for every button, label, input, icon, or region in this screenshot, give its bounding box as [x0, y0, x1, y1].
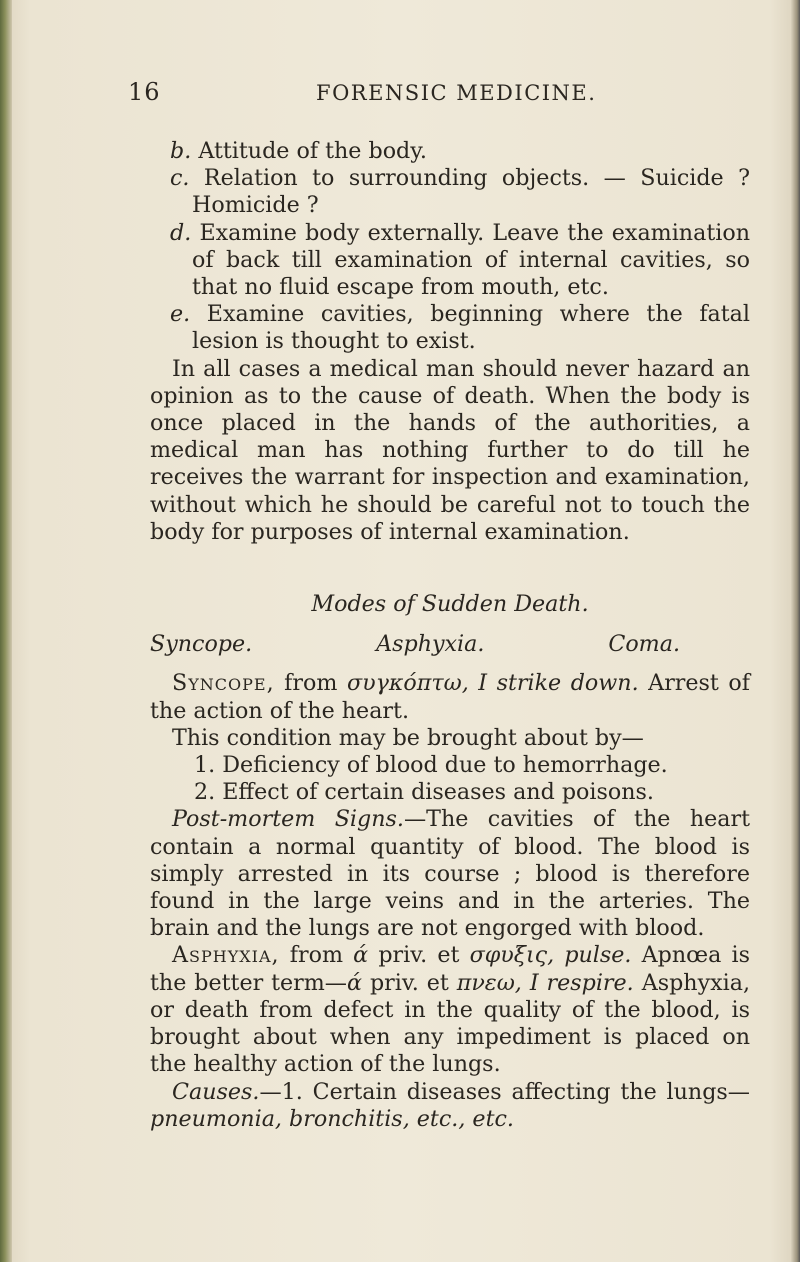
mode-coma: Coma.	[608, 631, 680, 658]
term-syncope: Syncope,	[172, 670, 275, 697]
greek-word: ά	[347, 969, 362, 996]
gloss: I respire.	[529, 969, 634, 996]
paragraph: In all cases a medical man should never hazard an opinion as to the cause of death. When the body is once placed in the hands of the authorities, a medical man has nothing further to do till he receives the warrant for inspection and examination, without which he should be careful not to touch the body for purposes of internal examination.	[150, 355, 750, 545]
mode-asphyxia: Asphyxia.	[376, 631, 485, 658]
word: priv. et	[378, 942, 460, 969]
causes-tail: pneumonia, bronchitis, etc., etc.	[150, 1105, 514, 1132]
list-item-text: Examine cavities, beginning where the fatal lesion is thought to exist.	[192, 301, 751, 355]
greek-word: συγκόπτω,	[346, 670, 469, 697]
syncope-paragraph	[150, 670, 750, 724]
list-item-label: d.	[170, 219, 192, 246]
definition: Arrest of the action of the heart.	[150, 670, 750, 724]
definition: Asphyxia, or death from defect in the quality of the blood, is brought about when any impediment is placed on the healthy action of the lungs.	[150, 969, 751, 1078]
causes-paragraph	[150, 1079, 750, 1133]
cause-item: 1. Deficiency of blood due to hemorrhage.	[194, 752, 668, 779]
gloss: pulse.	[564, 942, 632, 969]
term-asphyxia: Asphyxia,	[172, 942, 280, 969]
word: from	[284, 670, 338, 697]
word: from	[289, 942, 343, 969]
page-number: 16	[128, 78, 161, 106]
text: Apnœa is the better term—	[150, 942, 750, 996]
body-text	[150, 138, 750, 1133]
list-item-text: Examine body externally. Leave the examination of back till examination of internal cavities, so that no fluid escape from mouth, etc.	[192, 219, 750, 301]
causes-text: —1. Certain diseases affecting the lungs—	[259, 1078, 750, 1105]
greek-word: ά	[353, 942, 369, 969]
list-item-label: b.	[170, 138, 192, 164]
word: priv. et	[369, 969, 449, 996]
greek-word: πνεω,	[456, 969, 522, 996]
cause-item: 2. Effect of certain diseases and poisons.	[194, 779, 654, 806]
list-item	[150, 301, 750, 355]
greek-word: σφυξις,	[469, 942, 555, 969]
gloss: I strike down.	[478, 670, 639, 697]
list-item-label: e.	[170, 301, 191, 328]
page-header	[0, 78, 800, 112]
running-head: FORENSIC MEDICINE.	[316, 81, 597, 105]
list-item-label: c.	[170, 165, 190, 192]
list-item	[150, 165, 750, 219]
modes-row	[150, 631, 750, 658]
list-item	[150, 220, 750, 302]
condition-intro: This condition may be brought about by—	[172, 724, 644, 751]
list-item-text: Attitude of the body.	[198, 138, 427, 164]
post-mortem-text: —The cavities of the heart contain a normal quantity of blood. The blood is simply arrested in its course ; blood is therefore found in the large veins and in the arteries. The brain and the lungs are not engorged with blood.	[150, 806, 750, 942]
binding-edge	[0, 0, 12, 1262]
page-edge	[790, 0, 800, 1262]
list-item	[150, 138, 750, 165]
post-mortem-label: Post-mortem Signs.	[172, 806, 404, 833]
mode-syncope: Syncope.	[150, 631, 253, 658]
post-mortem-paragraph	[150, 806, 750, 942]
list-item-text: Relation to surrounding objects. — Suicide ? Homicide ?	[192, 165, 750, 219]
causes-label: Causes.	[172, 1078, 260, 1105]
asphyxia-paragraph	[150, 942, 750, 1078]
section-title: Modes of Sudden Death.	[311, 591, 589, 618]
